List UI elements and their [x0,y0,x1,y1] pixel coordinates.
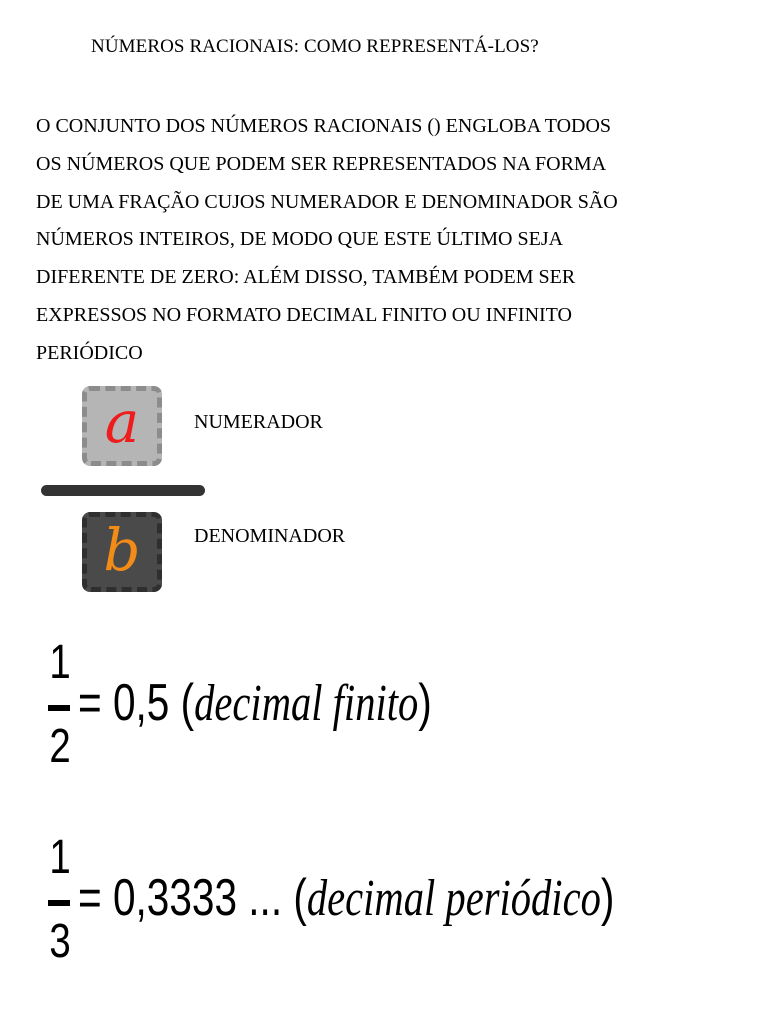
example-numerator: 1 [49,831,71,884]
example-expression [78,869,615,927]
example-numerator: 1 [49,636,71,689]
example-fraction-bar [48,900,70,906]
example-periodic-decimal [40,830,740,980]
denominator-label: DENOMINADOR [194,525,346,547]
example-fraction-bar [48,705,70,711]
intro-line: DIFERENTE DE ZERO: ALÉM DISSO, TAMBÉM PODEM SER [36,266,576,289]
example-finite-decimal [40,635,740,785]
numerator-box [82,386,162,466]
intro-line: OS NÚMEROS QUE PODEM SER REPRESENTADOS NA FORMA [36,152,607,175]
intro-line: EXPRESSOS NO FORMATO DECIMAL FINITO OU INFINITO [36,303,572,326]
example-equals: = 0,3333 ... [78,869,294,927]
page-title: NÚMEROS RACIONAIS: COMO REPRESENTÁ-LOS? [91,36,539,57]
fraction-diagram [0,380,420,610]
denominator-symbol: b [103,516,141,584]
fraction-bar [41,485,205,496]
numerator-label: NUMERADOR [194,411,323,433]
denominator-box [82,512,162,592]
intro-line: NÚMEROS INTEIROS, DE MODO QUE ESTE ÚLTIMO SEJA [36,228,564,251]
example-description: decimal periódico [306,870,601,927]
example-description: decimal finito [194,675,419,732]
intro-line: DE UMA FRAÇÃO CUJOS NUMERADOR E DENOMINADOR SÃO [36,190,618,213]
intro-line: PERIÓDICO [36,341,143,364]
intro-paragraph [36,108,746,373]
example-equals: = 0,5 [78,674,181,732]
example-open-paren: ( [293,869,307,927]
example-denominator: 2 [49,720,71,773]
example-close-paren: ) [600,869,615,927]
example-close-paren: ) [418,674,432,732]
intro-line: O CONJUNTO DOS NÚMEROS RACIONAIS () ENGLOBA TODOS [36,115,612,137]
example-expression [78,674,432,732]
example-open-paren: ( [180,674,195,732]
example-denominator: 3 [49,915,71,968]
numerator-symbol: a [104,388,140,456]
